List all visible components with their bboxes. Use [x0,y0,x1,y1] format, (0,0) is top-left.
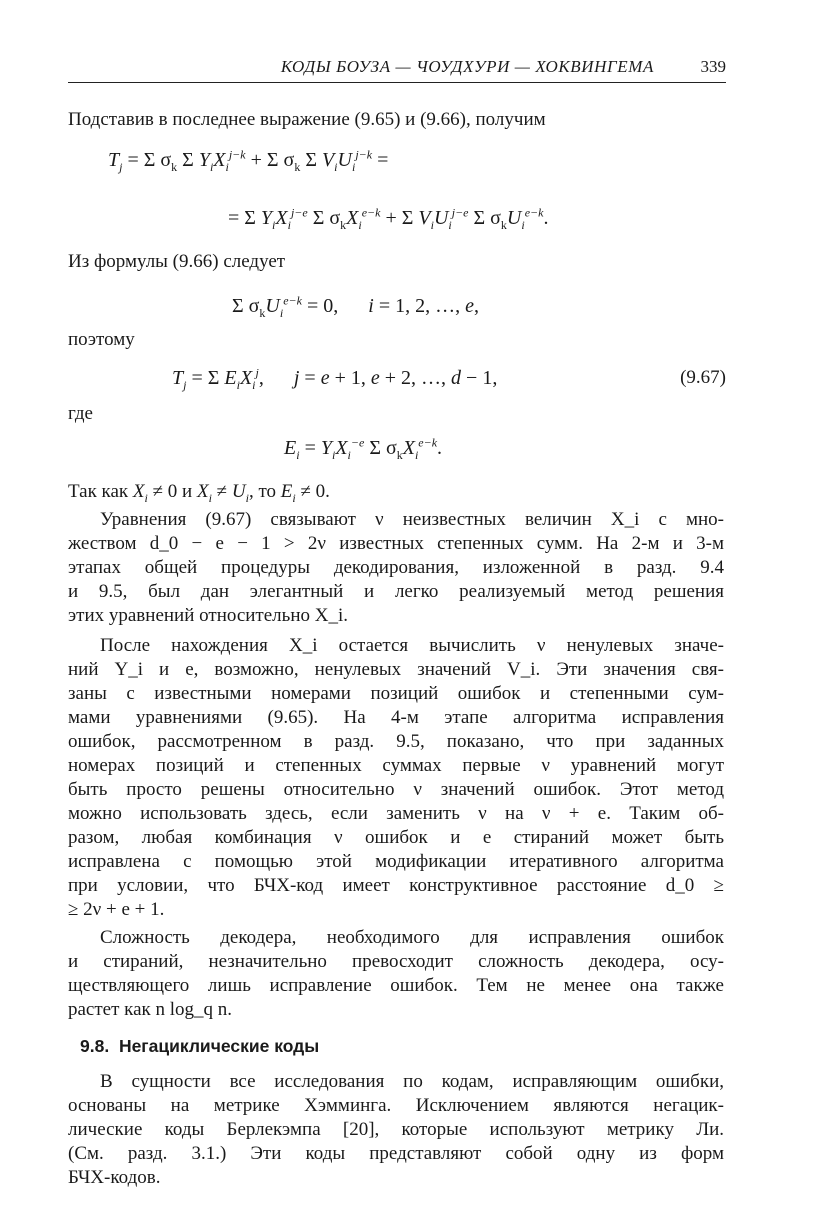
p4-line-4: (См. разд. 3.1.) Эти коды представляют собой одну из форм [68,1143,724,1164]
p1-line-1: Уравнения (9.67) связывают ν неизвестных величин X_i с мно- [100,509,724,530]
p3-line-2: и стираний, незначительно превосходит сложность декодера, осу- [68,951,724,972]
p4-line-1: В сущности все исследования по кодам, исправляющим ошибки, [100,1071,724,1092]
formula-tj-line1: $T_j = \Sigma$ $\sigma_k$ Σ $Y_iX_i^{j-k} + \Sigma$ $\sigma_k$ Σ $V_iU_i^{j-k}$ = [108,147,389,174]
p3-line-3: ществляющего лишь исправление ошибок. Тем не менее она также [68,975,724,996]
intro-line: Подставив в последнее выражение (9.65) и (9.66), получим [68,109,546,130]
where-line: где [68,403,93,424]
p2-line-1: После нахождения X_i остается вычислить ν ненулевых значе- [100,635,724,656]
p2-line-2: ний Y_i и e, возможно, ненулевых значений V_i. Эти значения свя- [68,659,724,680]
p1-line-2: жеством d_0 − e − 1 > 2ν известных степенных сумм. На 2-м и 3-м [68,533,724,554]
formula-tj-line2: = Σ $Y_iX_i^{j-e}$ Σ $\sigma_kX_i^{e-k} + \Sigma$ $V_iU_i^{j-e}$ Σ $\sigma_kU_i^{e-k}$. [228,205,549,232]
p1-line-4: и 9.5, был дан элегантный и легко реализуемый метод решения [68,581,724,602]
p4-line-5: БЧХ-кодов. [68,1167,161,1188]
p2-line-5: ошибок, рассмотренном в разд. 9.5, показано, что при заданных [68,731,724,752]
section-heading [80,1034,480,1058]
formula-9-67: $T_j = \Sigma$ $E_iX_i^j$, j = e + 1, e + 2, …, d − 1, [172,365,498,392]
page-header [68,50,726,84]
p2-line-4: мами уравнениями (9.65). На 4-м этапе алгоритма исправления [68,707,724,728]
p1-line-3: этапах общей процедуры декодирования, изложенной в разд. 9.4 [68,557,724,578]
p3-line-1: Сложность декодера, необходимого для исправления ошибок [100,927,724,948]
section-number: 9.8. [80,1036,110,1056]
p2-line-3: заны с известными номерами позиций ошибок и степенными сум- [68,683,724,704]
p4-line-3: лические коды Берлекэмпа [20], которые используют метрику Ли. [68,1119,724,1140]
p2-line-9: разом, любая комбинация ν ошибок и e стираний может быть [68,827,724,848]
p1-line-5: этих уравнений относительно X_i. [68,605,348,626]
p2-line-7: быть просто решены относительно ν значений ошибок. Этот метод [68,779,724,800]
equation-number: (9.67) [680,367,726,388]
since-line: Так как $X_i \ne 0$ и $X_i \ne U_i$, то $E_i \ne 0$. [68,481,330,505]
page-number: 339 [700,57,726,76]
p2-line-12: ≥ 2ν + e + 1. [68,899,165,920]
running-head: КОДЫ БОУЗА — ЧОУДХУРИ — ХОКВИНГЕМА [280,57,654,76]
p2-line-11: при условии, что БЧХ-код имеет конструктивное расстояние d_0 ≥ [68,875,724,896]
from-formula-line: Из формулы (9.66) следует [68,251,286,272]
formula-ei: $E_i = Y_iX_i^{-e}$ Σ $\sigma_kX_i^{e-k}$. [284,435,443,462]
p2-line-6: номерах позиций и степенных суммах первые ν уравнений могут [68,755,724,776]
therefore-line: поэтому [68,329,135,350]
p2-line-10: исправлена с помощью этой модификации итеративного алгоритма [68,851,724,872]
section-title: Негациклические коды [118,1036,320,1056]
p4-line-2: основаны на метрике Хэмминга. Исключением являются негацик- [68,1095,724,1116]
p2-line-8: можно использовать здесь, если заменить ν на ν + e. Таким об- [68,803,724,824]
header-rule [68,82,726,83]
formula-sum-zero: Σ $\sigma_kU_i^{e-k} = 0$, i = 1, 2, …, e, [232,293,479,320]
p3-line-4: растет как n log_q n. [68,999,233,1020]
